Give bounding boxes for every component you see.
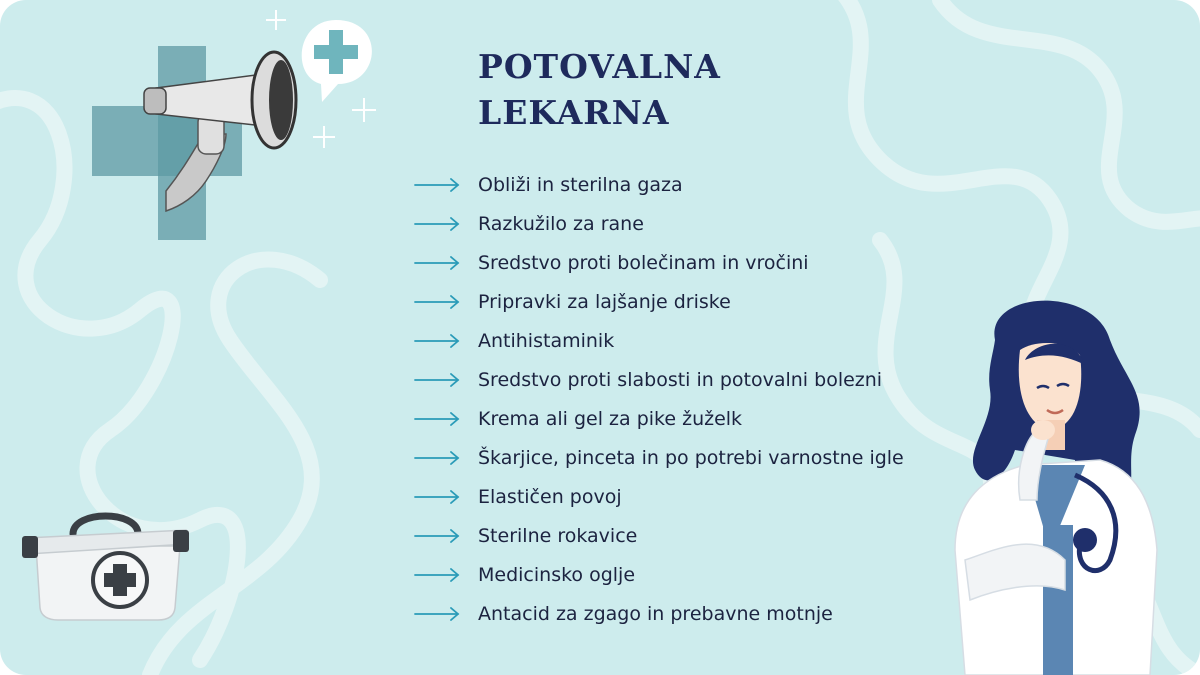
list-item-label: Škarjice, pinceta in po potrebi varnostne igle: [478, 446, 904, 469]
list-item: [414, 477, 904, 516]
list-item: [414, 243, 904, 282]
list-item: [414, 594, 904, 633]
thinking-doctor-illustration: [925, 300, 1165, 675]
list-item: [414, 204, 904, 243]
right-arrow-icon: [414, 178, 460, 192]
list-item-label: Sterilne rokavice: [478, 524, 638, 547]
title-line-1: POTOVALNA: [478, 47, 721, 86]
list-item-label: Pripravki za lajšanje driske: [478, 290, 731, 313]
right-arrow-icon: [414, 568, 460, 582]
list-item-label: Elastičen povoj: [478, 485, 622, 508]
right-arrow-icon: [414, 451, 460, 465]
right-arrow-icon: [414, 529, 460, 543]
list-item: [414, 282, 904, 321]
list-item-label: Medicinsko oglje: [478, 563, 636, 586]
right-arrow-icon: [414, 217, 460, 231]
list-item: [414, 360, 904, 399]
list-item-label: Sredstvo proti slabosti in potovalni bolezni: [478, 368, 883, 391]
list-item-label: Krema ali gel za pike žuželk: [478, 407, 743, 430]
right-arrow-icon: [414, 412, 460, 426]
list-item-label: Obliži in sterilna gaza: [478, 173, 683, 196]
title-line-2: LEKARNA: [478, 93, 670, 132]
list-item: [414, 165, 904, 204]
list-item: [414, 555, 904, 594]
speech-bubble-plus-icon: [302, 20, 372, 102]
list-item: [414, 321, 904, 360]
right-arrow-icon: [414, 490, 460, 504]
right-arrow-icon: [414, 256, 460, 270]
page-title: [478, 44, 778, 136]
list-item: [414, 399, 904, 438]
list-item-label: Antihistaminik: [478, 329, 615, 352]
list-item: [414, 438, 904, 477]
item-list: [414, 165, 904, 633]
list-item-label: Sredstvo proti bolečinam in vročini: [478, 251, 809, 274]
list-item-label: Razkužilo za rane: [478, 212, 644, 235]
list-item-label: Antacid za zgago in prebavne motnje: [478, 602, 833, 625]
megaphone-icon: [86, 6, 386, 246]
right-arrow-icon: [414, 334, 460, 348]
right-arrow-icon: [414, 607, 460, 621]
first-aid-kit-icon: [18, 508, 193, 623]
right-arrow-icon: [414, 295, 460, 309]
right-arrow-icon: [414, 373, 460, 387]
list-item: [414, 516, 904, 555]
